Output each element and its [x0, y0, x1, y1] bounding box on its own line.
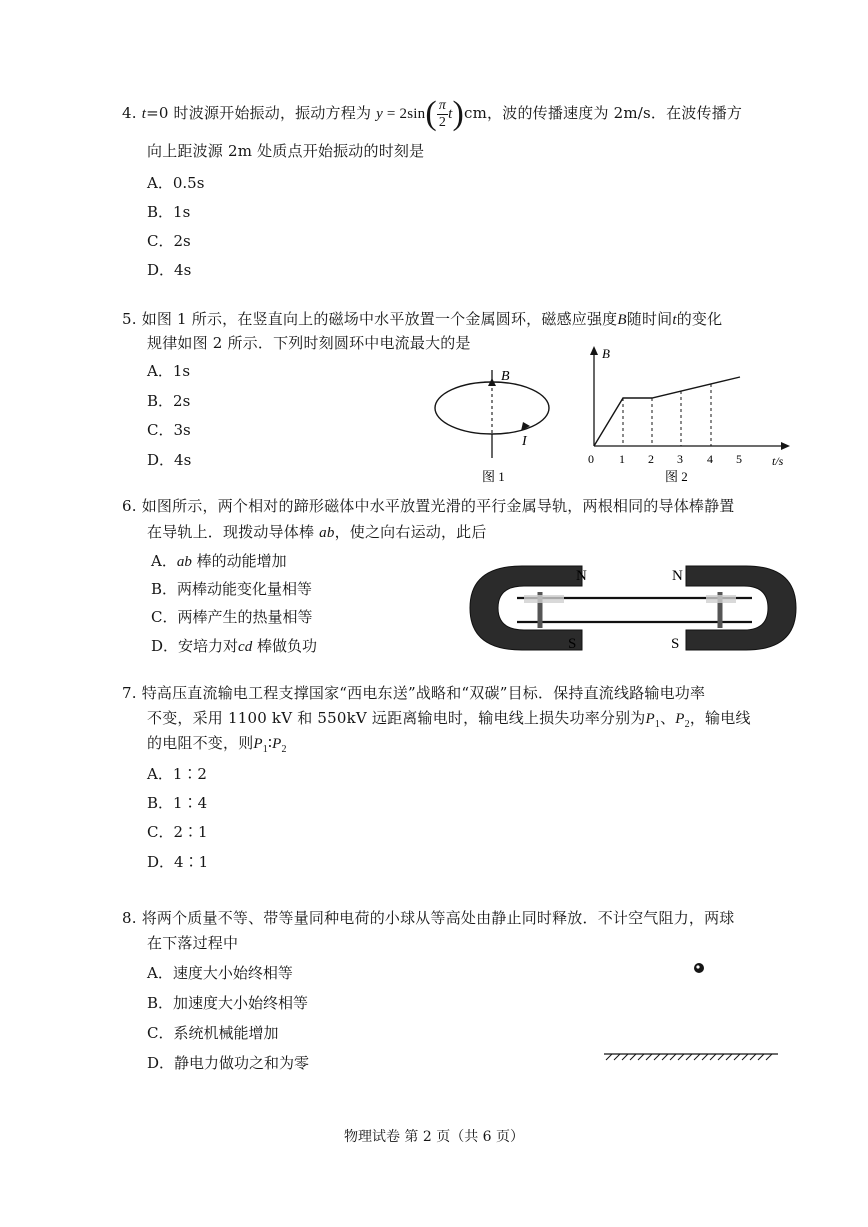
q8-stem-line1 [122, 907, 735, 928]
q7-stem-line2 [147, 707, 751, 730]
q4-option-c: C．2s [147, 232, 191, 250]
q4-var-t: t [141, 106, 147, 122]
q5-var-t: t [672, 312, 677, 328]
q7-stem-b-post: ，输电线 [689, 709, 751, 727]
q5-stem-a-pre: 如图 1 所示，在竖直向上的磁场中水平放置一个金属圆环，磁感应强度 [141, 310, 618, 328]
q5-stem-line2: 规律如图 2 所示．下列时刻圆环中电流最大的是 [147, 334, 471, 352]
fig2-origin: 0 [588, 452, 594, 466]
q7-p1: P [645, 711, 655, 727]
q6-number: 6. [122, 497, 137, 515]
q4-right-paren: ) [452, 95, 465, 132]
q6-option-a-text: 棒的动能增加 [191, 552, 287, 570]
fig2-label-b: B [602, 346, 610, 361]
q7-p2: P [675, 711, 685, 727]
q7-option-c: C．2∶1 [147, 823, 208, 841]
q6-option-d-text: 棒做负功 [252, 637, 317, 655]
q5-option-a: A．1s [147, 362, 191, 380]
q8-option-d: D．静电力做功之和为零 [147, 1054, 310, 1072]
q4-eq-t: t [448, 106, 453, 122]
fig1-caption: 图 1 [482, 469, 505, 484]
rod-cd-highlight [706, 595, 736, 603]
q4-left-paren: ( [425, 95, 437, 132]
fig2-tick-4: 4 [707, 452, 713, 466]
q4-stem-line1 [122, 93, 742, 133]
q5-stem-a-post: 的变化 [676, 310, 723, 328]
q5-figure-1 [430, 360, 560, 485]
q4-option-a: A．0.5s [147, 174, 205, 192]
label-n-right: N [672, 568, 683, 584]
q8-option-a: A．速度大小始终相等 [147, 964, 293, 982]
q6-stem-a: 如图所示，两个相对的蹄形磁体中水平放置光滑的平行金属导轨，两根相同的导体棒静置 [141, 497, 735, 515]
q6-stem-b-pre: 在导轨上．现拨动导体棒 [147, 523, 315, 541]
fig1-label-i: I [522, 434, 527, 449]
q6-option-a [151, 550, 287, 571]
q4-eq-y: y [376, 106, 383, 122]
q5-option-d: D．4s [147, 451, 192, 469]
q7-ratio-p1: P [253, 736, 263, 752]
q4-stem-b: cm，波的传播速度为 2m/s．在波传播方 [464, 104, 743, 122]
q8-stem-line2: 在下落过程中 [147, 934, 239, 952]
q6-option-b: B．两棒动能变化量相等 [151, 580, 313, 598]
q5-option-b: B．2s [147, 392, 191, 410]
q4-frac-num: π [438, 97, 447, 113]
ground-hatch [606, 1054, 772, 1060]
q5-number: 5. [122, 310, 137, 328]
q8-option-c: C．系统机械能增加 [147, 1024, 279, 1042]
q7-ratio-p1-sub: 1 [262, 744, 268, 755]
page-footer: 物理试卷 第 2 页（共 6 页） [343, 1129, 525, 1145]
label-s-left: S [568, 636, 577, 652]
q4-frac-den: 2 [438, 114, 447, 130]
q7-stem-a: 特高压直流输电工程支撑国家“西电东送”战略和“双碳”目标．保持直流线路输电功率 [141, 684, 706, 702]
q6-option-d-var: cd [238, 639, 253, 655]
right-magnet [686, 566, 796, 650]
q4-option-d: D．4s [147, 261, 192, 279]
q6-var-ab: ab [319, 525, 335, 541]
fig2-tick-3: 3 [677, 452, 683, 466]
rod-ab-highlight [524, 595, 564, 603]
q8-number: 8. [122, 909, 137, 927]
q7-p2-sub: 2 [684, 719, 690, 730]
q7-option-d: D．4∶1 [147, 853, 209, 871]
label-n-left: N [576, 568, 587, 584]
q6-stem-line2 [147, 521, 487, 542]
q4-fraction [437, 99, 448, 130]
q4-eq-sin: = 2sin [382, 106, 426, 122]
fig2-label-t: t/s [772, 454, 784, 468]
q7-ratio-colon: ∶ [267, 734, 273, 752]
q7-number: 7. [122, 684, 137, 702]
q6-option-a-prefix: A． [151, 552, 177, 570]
q7-option-a: A．1∶2 [147, 765, 207, 783]
q7-ratio-p2-sub: 2 [281, 744, 287, 755]
q5-figure-2 [578, 342, 793, 487]
fig1-label-b: B [501, 369, 510, 384]
q8-stem-a: 将两个质量不等、带等量同种电荷的小球从等高处由静止同时释放．不计空气阻力，两球 [141, 909, 735, 927]
q6-option-d [151, 635, 317, 656]
q6-stem-b-post: ，使之向右运动，此后 [334, 523, 487, 541]
fig2-y-arrow-icon [590, 346, 598, 355]
q7-p1-sub: 1 [654, 719, 661, 730]
q7-stem-line1 [122, 682, 705, 703]
fig2-tick-5: 5 [736, 452, 742, 466]
q7-ratio-p2: P [272, 736, 282, 752]
q6-option-c: C．两棒产生的热量相等 [151, 608, 313, 626]
q5-stem-a-mid: 随时间 [626, 310, 673, 328]
q5-var-b: B [617, 312, 627, 328]
left-magnet [470, 566, 582, 650]
q4-stem-line2: 向上距波源 2m 处质点开始振动的时刻是 [147, 142, 425, 160]
fig2-x-arrow-icon [781, 442, 790, 450]
charged-ball-highlight [696, 965, 699, 968]
q7-stem-b-pre: 不变，采用 1100 kV 和 550kV 远距离输电时，输电线上损失功率分别为 [147, 709, 646, 727]
q5-option-c: C．3s [147, 421, 191, 439]
fig2-caption: 图 2 [665, 469, 688, 484]
q7-stem-line3 [147, 732, 287, 755]
q6-magnet-figure [462, 558, 802, 658]
q6-option-d-prefix: D．安培力对 [151, 637, 239, 655]
q6-option-a-var: ab [176, 554, 192, 570]
q7-option-b: B．1∶4 [147, 794, 208, 812]
q8-option-b: B．加速度大小始终相等 [147, 994, 309, 1012]
q8-figure [600, 955, 785, 1070]
q6-stem-line1 [122, 495, 735, 516]
q4-stem-a: =0 时波源开始振动，振动方程为 [146, 104, 372, 122]
q4-option-b: B．1s [147, 203, 191, 221]
fig2-curve [594, 377, 740, 446]
fig2-tick-2: 2 [648, 452, 654, 466]
label-s-right: S [671, 636, 680, 652]
q7-stem-c-pre: 的电阻不变，则 [147, 734, 254, 752]
q4-number: 4. [122, 104, 137, 122]
q5-stem-line1 [122, 308, 722, 329]
fig2-tick-1: 1 [619, 452, 625, 466]
q7-sep: 、 [660, 709, 676, 727]
